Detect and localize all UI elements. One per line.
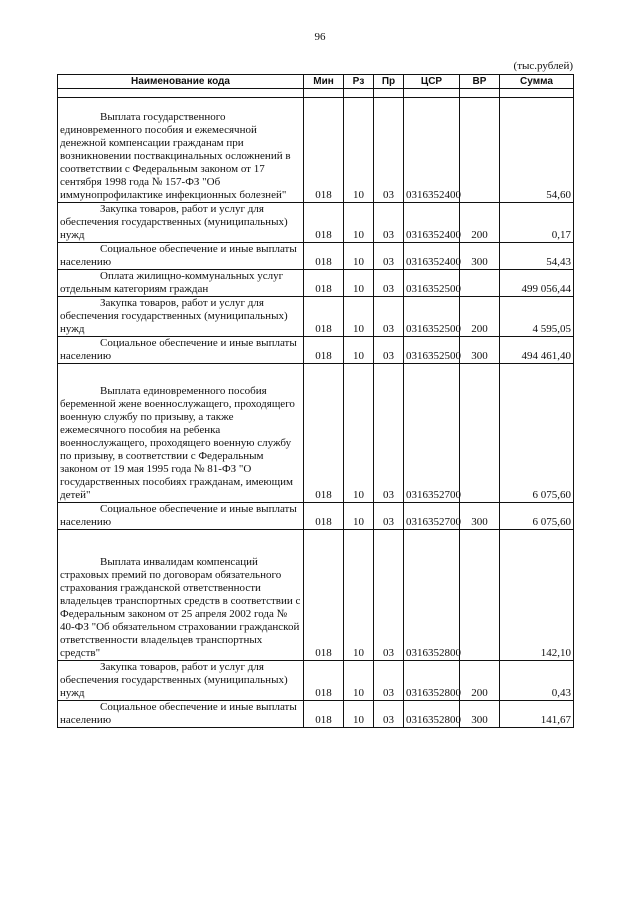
- header-vr: ВР: [460, 75, 500, 89]
- row-rz: 10: [344, 661, 374, 701]
- row-sum: 141,67: [500, 701, 574, 728]
- table-row: [58, 337, 574, 364]
- row-sum: 494 461,40: [500, 337, 574, 364]
- row-sum: 0,43: [500, 661, 574, 701]
- table-header-row: [58, 75, 574, 89]
- row-rz: 10: [344, 530, 374, 661]
- header-csr: ЦСР: [404, 75, 460, 89]
- row-csr: 0316352700: [404, 364, 460, 503]
- row-rz: 10: [344, 98, 374, 203]
- row-sum: 142,10: [500, 530, 574, 661]
- row-pr: 03: [374, 503, 404, 530]
- row-min: 018: [304, 701, 344, 728]
- row-min: 018: [304, 297, 344, 337]
- row-csr: 0316352500: [404, 270, 460, 297]
- row-csr: 0316352400: [404, 203, 460, 243]
- row-rz: 10: [344, 701, 374, 728]
- row-pr: 03: [374, 661, 404, 701]
- row-vr: [460, 530, 500, 661]
- row-rz: 10: [344, 503, 374, 530]
- row-csr: 0316352700: [404, 503, 460, 530]
- row-sum: 4 595,05: [500, 297, 574, 337]
- header-pr: Пр: [374, 75, 404, 89]
- row-vr: 300: [460, 503, 500, 530]
- row-min: 018: [304, 661, 344, 701]
- row-vr: 200: [460, 203, 500, 243]
- row-min: 018: [304, 503, 344, 530]
- row-pr: 03: [374, 270, 404, 297]
- row-pr: 03: [374, 203, 404, 243]
- budget-table: [57, 74, 574, 728]
- header-sum: Сумма: [500, 75, 574, 89]
- table-row: [58, 203, 574, 243]
- row-name: Выплата государственного единовременного пособия и ежемесячной денежной компенсации гражданам при возникновении поствакцинальных осложнений в соответствии с Федеральным законом от 17 сентября 1998 года № 157-ФЗ "Об иммунопрофилактике инфекционных болезней": [58, 98, 304, 203]
- row-csr: 0316352800: [404, 661, 460, 701]
- table-row: [58, 701, 574, 728]
- row-min: 018: [304, 364, 344, 503]
- row-csr: 0316352800: [404, 530, 460, 661]
- row-sum: 54,43: [500, 243, 574, 270]
- row-name: Закупка товаров, работ и услуг для обеспечения государственных (муниципальных) нужд: [58, 661, 304, 701]
- row-rz: 10: [344, 337, 374, 364]
- table-row: [58, 98, 574, 203]
- row-pr: 03: [374, 364, 404, 503]
- row-min: 018: [304, 337, 344, 364]
- row-pr: 03: [374, 701, 404, 728]
- row-csr: 0316352500: [404, 337, 460, 364]
- row-vr: 300: [460, 337, 500, 364]
- row-vr: 300: [460, 701, 500, 728]
- row-pr: 03: [374, 337, 404, 364]
- units-label: (тыс.рублей): [513, 60, 573, 72]
- table-row: [58, 364, 574, 503]
- row-name: Закупка товаров, работ и услуг для обеспечения государственных (муниципальных) нужд: [58, 203, 304, 243]
- row-pr: 03: [374, 243, 404, 270]
- row-sum: 499 056,44: [500, 270, 574, 297]
- row-sum: 6 075,60: [500, 503, 574, 530]
- row-rz: 10: [344, 243, 374, 270]
- page-number: 96: [314, 31, 326, 43]
- row-csr: 0316352500: [404, 297, 460, 337]
- row-vr: [460, 98, 500, 203]
- row-min: 018: [304, 98, 344, 203]
- row-min: 018: [304, 530, 344, 661]
- row-min: 018: [304, 203, 344, 243]
- table-row: [58, 243, 574, 270]
- row-rz: 10: [344, 297, 374, 337]
- row-rz: 10: [344, 364, 374, 503]
- row-vr: 300: [460, 243, 500, 270]
- row-pr: 03: [374, 98, 404, 203]
- table-row: [58, 297, 574, 337]
- row-sum: 54,60: [500, 98, 574, 203]
- row-vr: 200: [460, 661, 500, 701]
- row-sum: 6 075,60: [500, 364, 574, 503]
- header-rz: Рз: [344, 75, 374, 89]
- row-name: Социальное обеспечение и иные выплаты населению: [58, 701, 304, 728]
- row-pr: 03: [374, 530, 404, 661]
- row-name: Выплата инвалидам компенсаций страховых премий по договорам обязательного страхования гражданской ответственности владельцев транспортных средств в соответствии с Федеральным законом от 25 апреля 2002 года № 40-ФЗ "Об обязательном страховании гражданской ответственности владельцев транспортных средств": [58, 530, 304, 661]
- table-row: [58, 503, 574, 530]
- row-vr: 200: [460, 297, 500, 337]
- row-name: Социальное обеспечение и иные выплаты населению: [58, 337, 304, 364]
- row-name: Закупка товаров, работ и услуг для обеспечения государственных (муниципальных) нужд: [58, 297, 304, 337]
- row-rz: 10: [344, 270, 374, 297]
- table-spacer-row: [58, 89, 574, 98]
- table-row: [58, 661, 574, 701]
- row-name: Социальное обеспечение и иные выплаты населению: [58, 503, 304, 530]
- row-csr: 0316352400: [404, 98, 460, 203]
- row-csr: 0316352800: [404, 701, 460, 728]
- row-pr: 03: [374, 297, 404, 337]
- row-sum: 0,17: [500, 203, 574, 243]
- header-min: Мин: [304, 75, 344, 89]
- row-rz: 10: [344, 203, 374, 243]
- row-csr: 0316352400: [404, 243, 460, 270]
- row-min: 018: [304, 270, 344, 297]
- row-min: 018: [304, 243, 344, 270]
- row-vr: [460, 270, 500, 297]
- row-name: Социальное обеспечение и иные выплаты населению: [58, 243, 304, 270]
- header-name: Наименование кода: [58, 75, 304, 89]
- row-name: Оплата жилищно-коммунальных услуг отдельным категориям граждан: [58, 270, 304, 297]
- table-row: [58, 530, 574, 661]
- row-vr: [460, 364, 500, 503]
- table-row: [58, 270, 574, 297]
- row-name: Выплата единовременного пособия беременной жене военнослужащего, проходящего военную службу по призыву, а также ежемесячного пособия на ребенка военнослужащего, проходящего военную службу по призыву, в соответствии с Федеральным законом от 19 мая 1995 года № 81-ФЗ "О государственных пособиях гражданам, имеющим детей": [58, 364, 304, 503]
